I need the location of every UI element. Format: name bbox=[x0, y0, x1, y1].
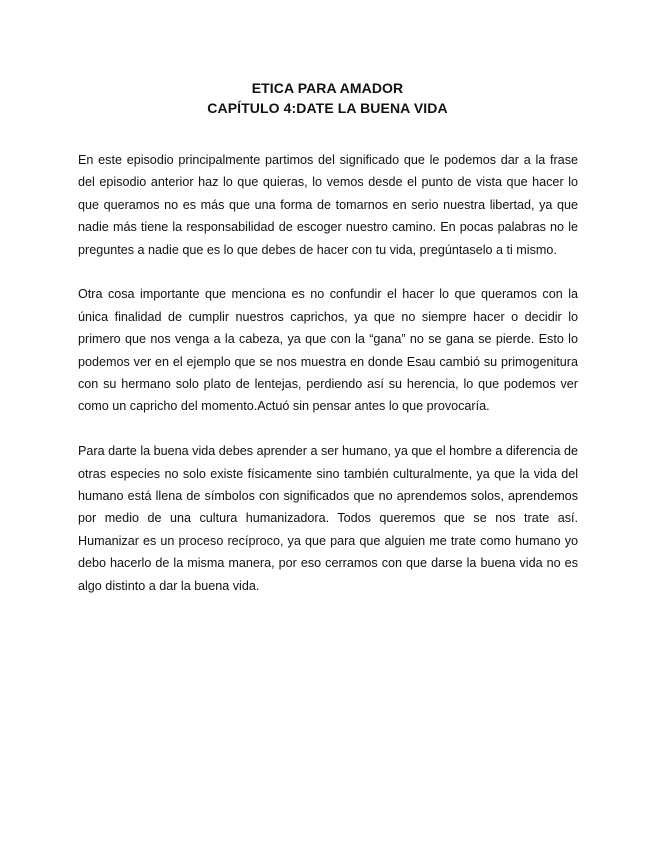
paragraph-2: Otra cosa importante que menciona es no confundir el hacer lo que queramos con la única finalidad de cumplir nuestros caprichos, ya que no siempre hacer o decidir lo primero que nos venga a la cabeza, ya que con la “gana” no se gana se pierde. Esto lo podemos ver en el ejemplo que se nos muestra en donde Esau cambió su primogenitura con su hermano solo plato de lentejas, perdiendo así su herencia, lo que podemos ver como un capricho del momento.Actuó sin pensar antes lo que provocaría. bbox=[78, 287, 578, 414]
paragraph-3: Para darte la buena vida debes aprender a ser humano, ya que el hombre a diferencia de otras especies no solo existe físicamente sino también culturalmente, ya que la vida del humano está llena de símbolos con significados que no aprendemos solos, aprendemos por medio de una cultura humanizadora. Todos queremos que se nos trate así. Humanizar es un proceso recíproco, ya que para que alguien me trate como humano yo debo hacerlo de la misma manera, por eso cerramos con que darse la buena vida no es algo distinto a dar la buena vida. bbox=[78, 444, 578, 593]
document-body bbox=[78, 149, 578, 619]
paragraph-1: En este episodio principalmente partimos del significado que le podemos dar a la frase del episodio anterior haz lo que quieras, lo vemos desde el punto de vista que hacer lo que queramos no es más que una forma de tomarnos en serio nuestra libertad, ya que nadie más tiene la responsabilidad de escoger nuestro camino. En pocas palabras no le preguntes a nadie que es lo que debes de hacer con tu vida, pregúntaselo a ti mismo. bbox=[78, 153, 578, 257]
title-line-1: ETICA PARA AMADOR bbox=[251, 80, 404, 96]
document-title bbox=[0, 78, 655, 118]
title-line-2: CAPÍTULO 4:DATE LA BUENA VIDA bbox=[207, 100, 448, 116]
